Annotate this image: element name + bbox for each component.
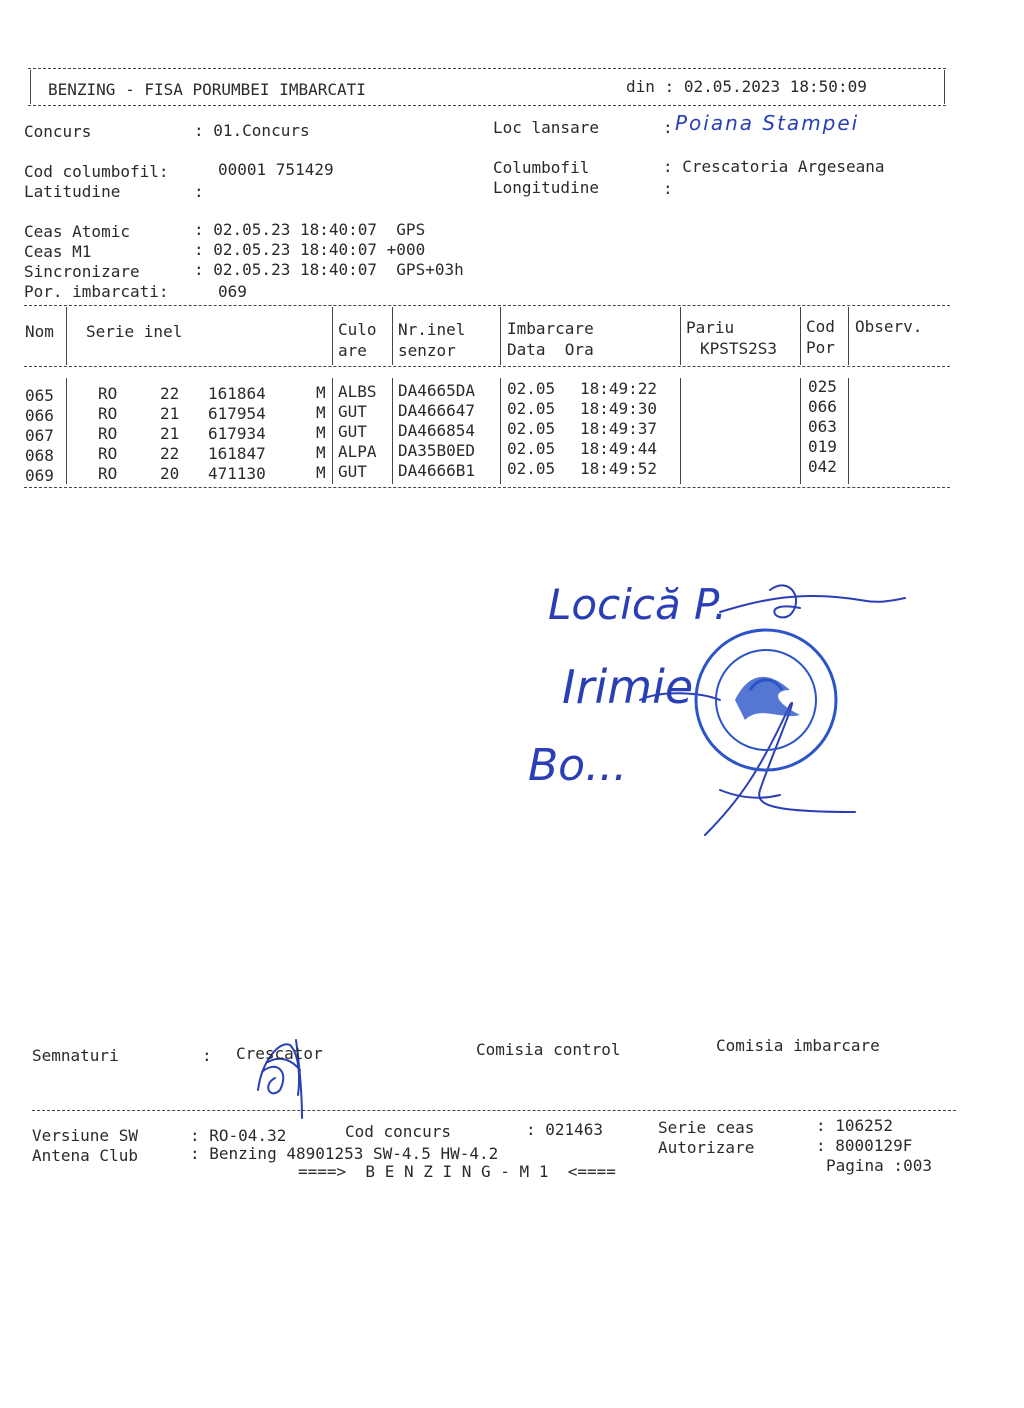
pagina-label: Pagina : bbox=[826, 1156, 904, 1175]
cell-sex: M bbox=[316, 403, 326, 422]
th-pariu-1: Pariu bbox=[686, 318, 735, 337]
cell-ora: 18:49:37 bbox=[580, 419, 658, 438]
cell-nom: 066 bbox=[25, 406, 54, 425]
ceas-m1-label: Ceas M1 bbox=[24, 242, 92, 261]
cod-columbofil-label: Cod columbofil: bbox=[24, 162, 169, 181]
cod-columbofil-value: 00001 751429 bbox=[218, 160, 334, 179]
cell-culoare: ALBS bbox=[338, 382, 377, 401]
semnaturi-label: Semnaturi bbox=[32, 1046, 119, 1065]
cell-data: 02.05 bbox=[507, 459, 556, 478]
cell-data: 02.05 bbox=[507, 419, 556, 438]
th-pariu-2: KPSTS2S3 bbox=[700, 339, 778, 358]
antena-row: : Benzing 48901253 SW-4.5 HW-4.2 bbox=[190, 1144, 499, 1163]
loc-lansare-colon: : bbox=[663, 118, 673, 137]
th-imbarcare-2: Data Ora bbox=[507, 340, 594, 359]
cell-sex: M bbox=[316, 463, 326, 482]
date-value: 02.05.2023 18:50:09 bbox=[683, 77, 867, 96]
th-nrinel-1: Nr.inel bbox=[398, 320, 466, 339]
comisia-imbarcare-label: Comisia imbarcare bbox=[716, 1036, 880, 1055]
th-cod-2: Por bbox=[806, 338, 835, 357]
signature-stroke bbox=[720, 596, 905, 612]
cell-cod: 019 bbox=[808, 437, 837, 456]
cell-data: 02.05 bbox=[507, 399, 556, 418]
cell-sex: M bbox=[316, 423, 326, 442]
cell-sex: M bbox=[316, 383, 326, 402]
cell-an: 21 bbox=[160, 424, 180, 443]
autorizare-value: 8000129F bbox=[835, 1136, 913, 1155]
cell-cod: 025 bbox=[808, 377, 837, 396]
cell-senzor: DA35B0ED bbox=[398, 441, 476, 460]
cell-nom: 068 bbox=[25, 446, 54, 465]
cell-ora: 18:49:44 bbox=[580, 439, 658, 458]
cod-concurs-row: : 021463 bbox=[526, 1120, 604, 1139]
cell-senzor: DA466647 bbox=[398, 401, 476, 420]
footer-rule bbox=[32, 1110, 956, 1111]
cell-data: 02.05 bbox=[507, 439, 556, 458]
th-serie: Serie inel bbox=[86, 322, 183, 341]
columbofil-value-row: : Crescatoria Argeseana bbox=[663, 157, 885, 176]
antena-value: Benzing 48901253 SW-4.5 HW-4.2 bbox=[209, 1144, 499, 1163]
signature-stroke bbox=[640, 693, 720, 700]
longitudine-colon: : bbox=[663, 179, 673, 198]
versiune-value: RO-04.32 bbox=[209, 1126, 287, 1145]
concurs-value-row: : 01.Concurs bbox=[194, 121, 310, 140]
cell-senzor: DA4665DA bbox=[398, 381, 476, 400]
sincronizare-label: Sincronizare bbox=[24, 262, 140, 281]
th-nom: Nom bbox=[25, 322, 54, 341]
cell-cod: 063 bbox=[808, 417, 837, 436]
ceas-m1-row: : 02.05.23 18:40:07 +000 bbox=[194, 240, 426, 259]
cell-tara: RO bbox=[98, 384, 118, 403]
cell-nr: 471130 bbox=[208, 464, 266, 483]
stamp bbox=[696, 630, 836, 770]
cell-cod: 066 bbox=[808, 397, 837, 416]
handwritten-name-3: Bo... bbox=[528, 740, 628, 791]
pagina-row bbox=[826, 1156, 932, 1176]
th-nrinel-2: senzor bbox=[398, 341, 456, 360]
sincronizare-row: : 02.05.23 18:40:07 GPS+03h bbox=[194, 260, 464, 279]
date-label: din : 02.05.2023 18:50:09 bbox=[626, 77, 867, 96]
cell-cod: 042 bbox=[808, 457, 837, 476]
handwritten-name-2: Irimie bbox=[562, 660, 694, 714]
loc-lansare-value: Poiana Stampei bbox=[675, 111, 860, 135]
th-cod-1: Cod bbox=[806, 317, 835, 336]
por-imbarcati-value: 069 bbox=[218, 282, 247, 301]
cell-data: 02.05 bbox=[507, 379, 556, 398]
cell-sex: M bbox=[316, 443, 326, 462]
cell-an: 20 bbox=[160, 464, 180, 483]
cell-tara: RO bbox=[98, 424, 118, 443]
cell-culoare: ALPA bbox=[338, 442, 377, 461]
concurs-value: 01.Concurs bbox=[213, 121, 310, 140]
th-culoare-1: Culo bbox=[338, 320, 377, 339]
cell-culoare: GUT bbox=[338, 462, 367, 481]
cell-ora: 18:49:52 bbox=[580, 459, 658, 478]
serie-ceas-value: 106252 bbox=[835, 1116, 894, 1135]
document-title: BENZING - FISA PORUMBEI IMBARCATI bbox=[48, 80, 366, 99]
cell-nom: 065 bbox=[25, 386, 54, 405]
cell-ora: 18:49:30 bbox=[580, 399, 658, 418]
signature-stroke bbox=[770, 585, 800, 617]
semnaturi-colon: : bbox=[202, 1046, 212, 1065]
serie-ceas-row: : 106252 bbox=[816, 1116, 894, 1135]
pagina-value: 003 bbox=[903, 1156, 932, 1175]
latitudine-label: Latitudine bbox=[24, 182, 121, 201]
concurs-label: Concurs bbox=[24, 122, 92, 141]
cell-culoare: GUT bbox=[338, 422, 367, 441]
handwritten-name-1: Locică P. bbox=[548, 580, 727, 629]
versiune-label: Versiune SW bbox=[32, 1126, 138, 1145]
crescator-label: Crescator bbox=[236, 1044, 323, 1063]
cell-ora: 18:49:22 bbox=[580, 379, 658, 398]
autorizare-label: Autorizare bbox=[658, 1138, 755, 1157]
cell-an: 22 bbox=[160, 384, 180, 403]
cell-nom: 069 bbox=[25, 466, 54, 485]
columbofil-value: Crescatoria Argeseana bbox=[682, 157, 885, 176]
cell-senzor: DA466854 bbox=[398, 421, 476, 440]
versiune-row: : RO-04.32 bbox=[190, 1126, 287, 1145]
cell-culoare: GUT bbox=[338, 402, 367, 421]
latitudine-colon: : bbox=[194, 182, 204, 201]
cod-concurs-label: Cod concurs bbox=[345, 1122, 451, 1141]
cell-nom: 067 bbox=[25, 426, 54, 445]
cell-an: 21 bbox=[160, 404, 180, 423]
comisia-control-label: Comisia control bbox=[476, 1040, 621, 1059]
longitudine-label: Longitudine bbox=[493, 178, 599, 197]
th-culoare-2: are bbox=[338, 341, 367, 360]
cod-concurs-value: 021463 bbox=[545, 1120, 604, 1139]
cell-an: 22 bbox=[160, 444, 180, 463]
signature-stroke bbox=[720, 790, 780, 798]
antena-label: Antena Club bbox=[32, 1146, 138, 1165]
th-observ: Observ. bbox=[855, 317, 923, 336]
cell-nr: 161864 bbox=[208, 384, 266, 403]
serie-ceas-label: Serie ceas bbox=[658, 1118, 755, 1137]
th-imbarcare-1: Imbarcare bbox=[507, 319, 594, 338]
ceas-atomic-row: : 02.05.23 18:40:07 GPS bbox=[194, 220, 426, 239]
columbofil-label: Columbofil bbox=[493, 158, 590, 177]
por-imbarcati-label: Por. imbarcati: bbox=[24, 282, 169, 301]
loc-lansare-label: Loc lansare bbox=[493, 118, 599, 137]
cell-tara: RO bbox=[98, 444, 118, 463]
cell-senzor: DA4666B1 bbox=[398, 461, 476, 480]
cell-nr: 161847 bbox=[208, 444, 266, 463]
cell-tara: RO bbox=[98, 404, 118, 423]
cell-tara: RO bbox=[98, 464, 118, 483]
cell-nr: 617934 bbox=[208, 424, 266, 443]
ceas-atomic-label: Ceas Atomic bbox=[24, 222, 130, 241]
benzing-banner: ====> B E N Z I N G - M 1 <==== bbox=[298, 1162, 616, 1181]
autorizare-row: : 8000129F bbox=[816, 1136, 913, 1155]
cell-nr: 617954 bbox=[208, 404, 266, 423]
